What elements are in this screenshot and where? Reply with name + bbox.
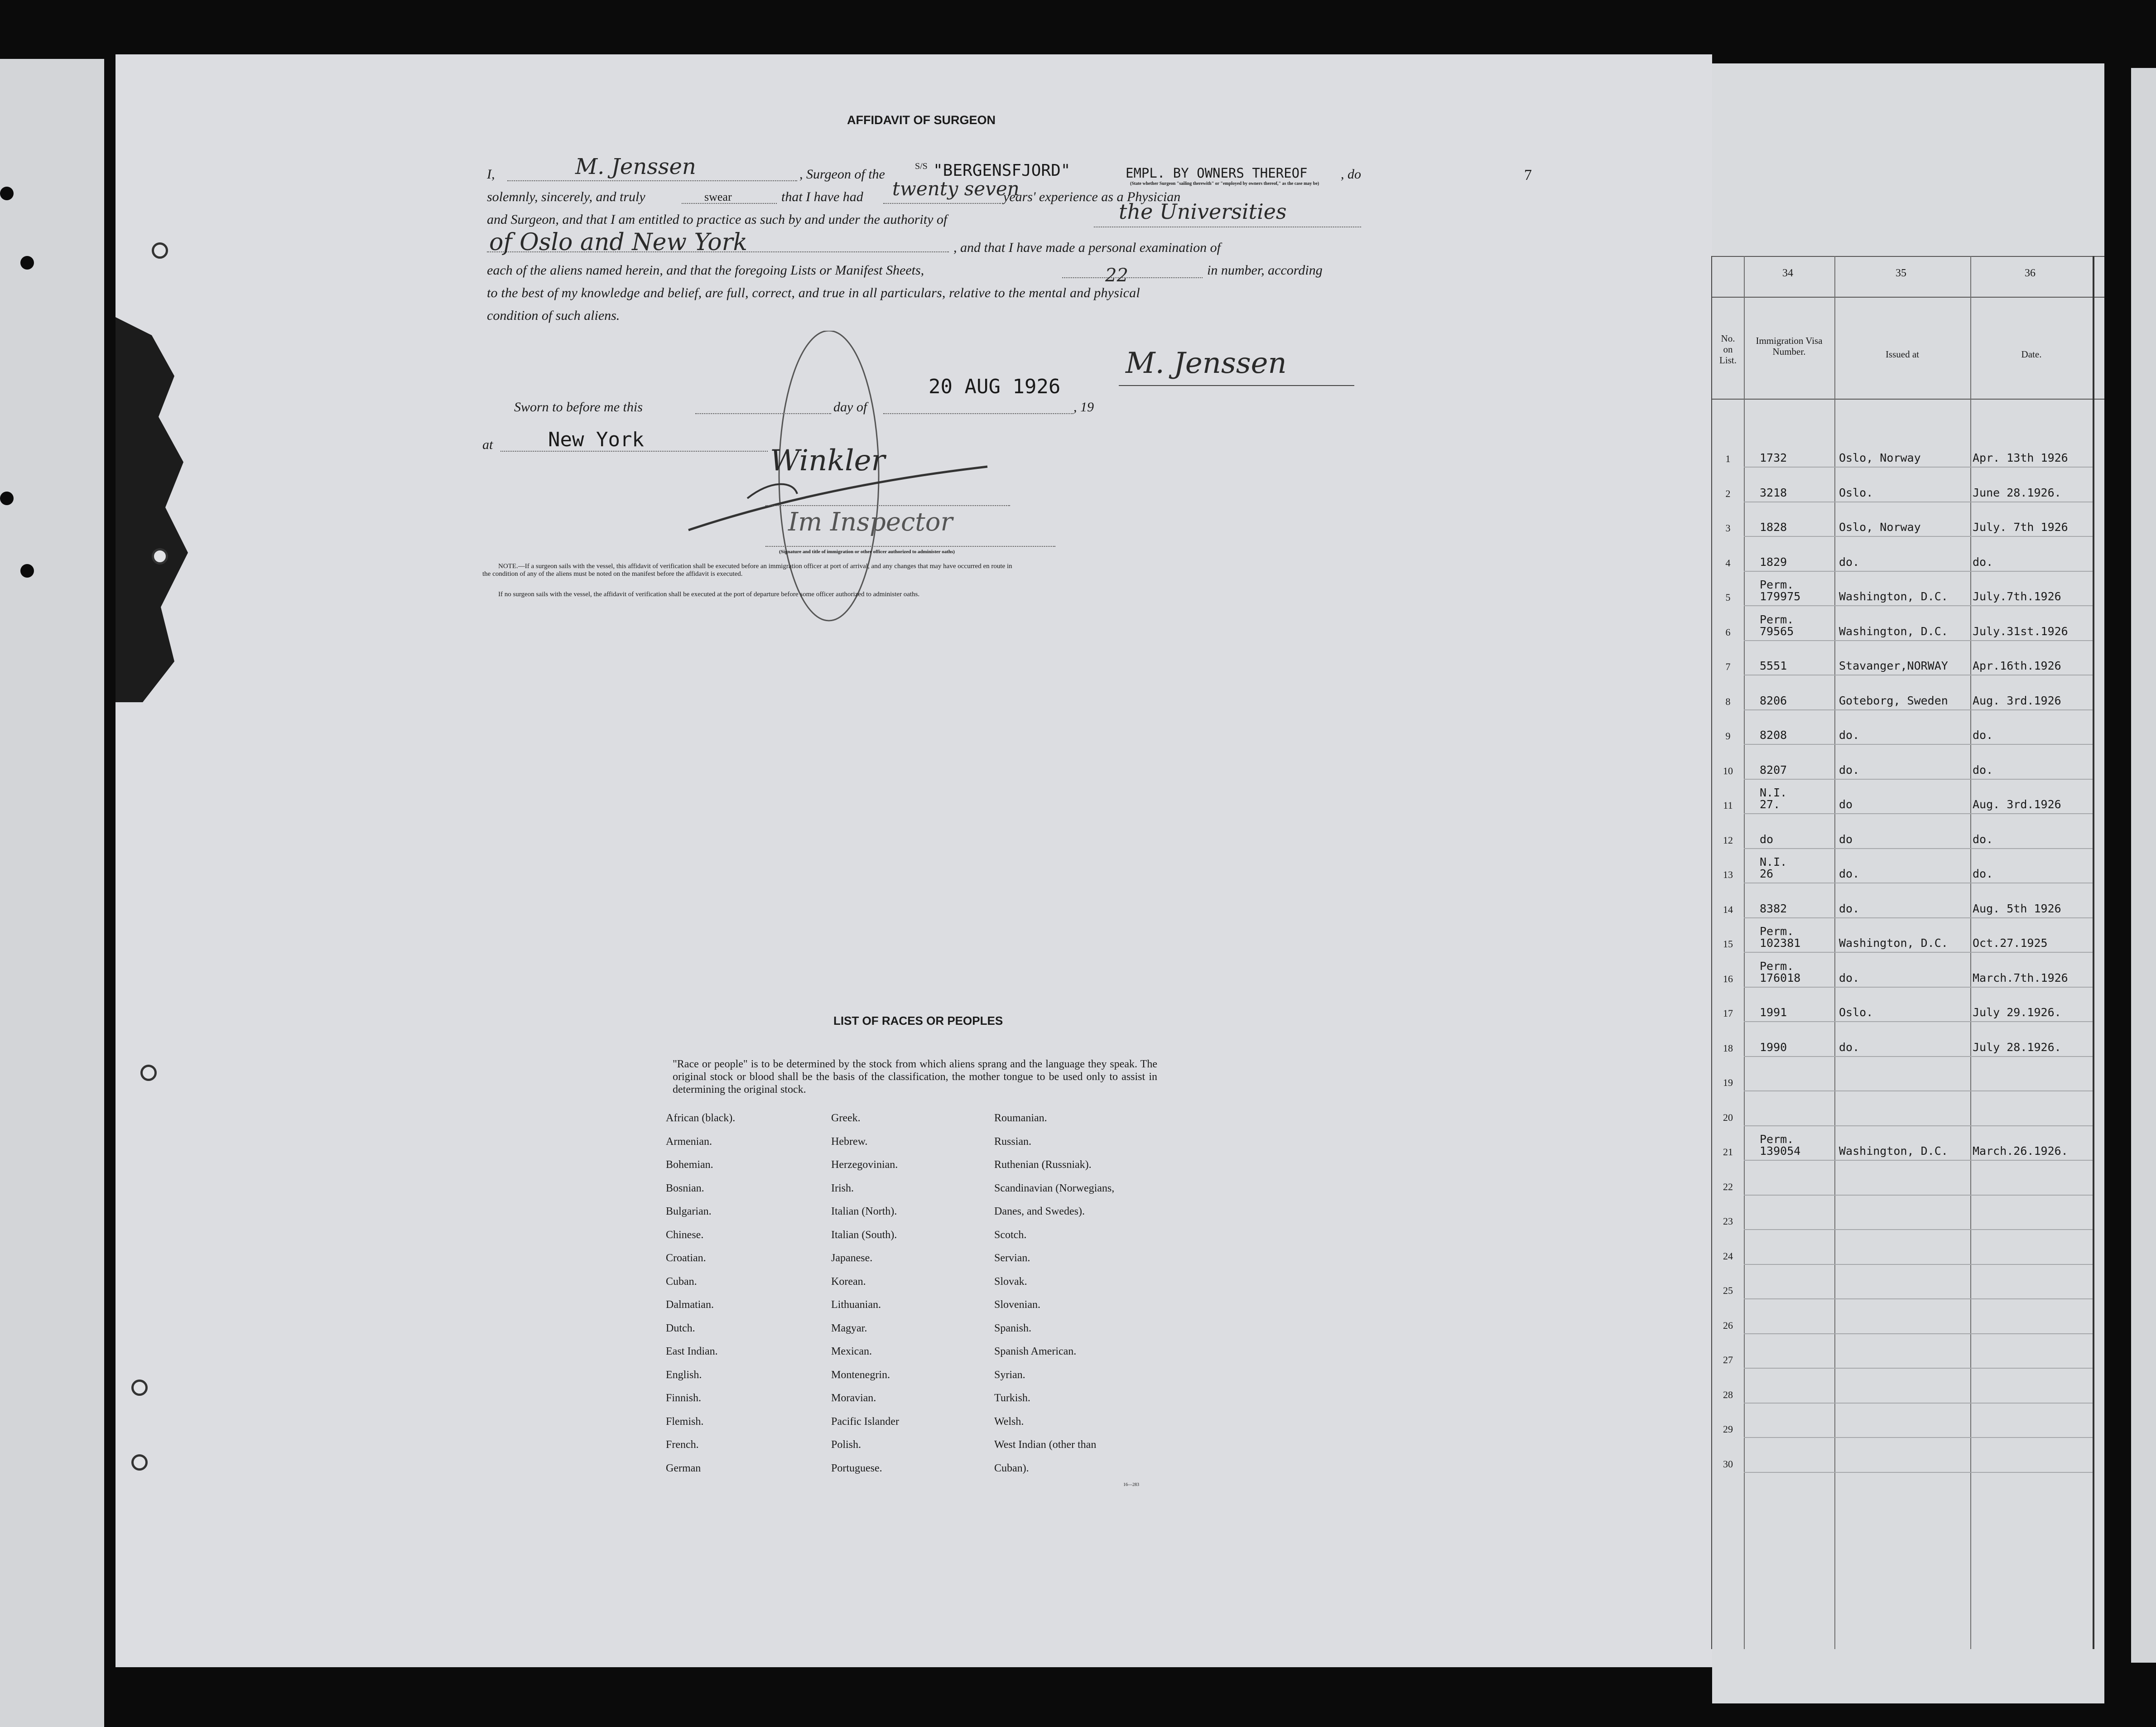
affidavit-note: NOTE.—If a surgeon sails with the vessel, this affidavit of verification shall be executed before an immigration officer at port of arrival, and any changes that may have occurred en route in — [498, 563, 1012, 570]
issued-at: Washington, D.C. — [1839, 936, 1948, 950]
visa-number: 5551 — [1760, 659, 1787, 672]
race-entry: Bulgarian. — [666, 1206, 712, 1217]
table-column-rule — [1711, 256, 1712, 1649]
table-row-rule — [1744, 709, 2093, 710]
visa-number: Perm. 179975 — [1760, 578, 1801, 603]
race-entry: Servian. — [994, 1252, 1030, 1264]
table-row-rule — [1744, 571, 2093, 572]
race-entry: East Indian. — [666, 1346, 718, 1357]
visa-number: do — [1760, 832, 1774, 846]
row-number: 18 — [1723, 1042, 1733, 1054]
visa-number: 8382 — [1760, 902, 1787, 915]
punch-hole — [131, 1454, 148, 1471]
punch-hole — [20, 564, 34, 578]
race-entry: Dalmatian. — [666, 1299, 714, 1311]
race-entry: Welsh. — [994, 1415, 1024, 1428]
header-date: Date. — [2021, 349, 2042, 360]
table-rule — [1712, 399, 2104, 400]
table-row-rule — [1744, 1403, 2093, 1404]
affidavit-text: , do — [1341, 167, 1361, 182]
table-rule — [1712, 297, 2104, 298]
row-number: 4 — [1725, 557, 1731, 569]
row-number: 12 — [1723, 834, 1733, 846]
visa-number: N.I. 27. — [1760, 786, 1787, 811]
row-number: 21 — [1723, 1146, 1733, 1158]
table-row-rule — [1744, 813, 2093, 814]
row-number: 9 — [1725, 730, 1731, 742]
race-entry: French. — [666, 1439, 699, 1451]
issued-at: do. — [1839, 728, 1860, 742]
table-row-rule — [1744, 1368, 2093, 1369]
issued-at: do — [1839, 798, 1853, 811]
date-stamp: 20 AUG 1926 — [929, 375, 1061, 398]
visa-number: 3218 — [1760, 486, 1787, 499]
visa-date: July 28.1926. — [1973, 1040, 2061, 1054]
issued-at: Oslo. — [1839, 1006, 1873, 1019]
punch-hole — [0, 492, 14, 505]
issued-at: Oslo. — [1839, 486, 1873, 499]
header-visa-number: Immigration Visa Number. — [1756, 335, 1823, 357]
race-entry: Croatian. — [666, 1252, 706, 1264]
row-number: 6 — [1725, 626, 1731, 638]
visa-number: 8207 — [1760, 763, 1787, 777]
row-number: 11 — [1723, 800, 1733, 811]
authority-handwritten: the Universities — [1119, 199, 1287, 224]
visa-date: July 29.1926. — [1973, 1006, 2061, 1019]
race-entry: Bosnian. — [666, 1182, 704, 1194]
visa-number: 1829 — [1760, 555, 1787, 569]
visa-number: 1732 — [1760, 451, 1787, 464]
race-entry: Korean. — [831, 1275, 866, 1288]
day-of-label: day of — [833, 400, 867, 415]
table-row-rule — [1744, 1090, 2093, 1091]
affidavit-text: I, — [487, 167, 495, 182]
issued-at: Oslo, Norway — [1839, 451, 1921, 464]
surgeon-employment: EMPL. BY OWNERS THEREOF — [1126, 165, 1308, 181]
issued-at: Washington, D.C. — [1839, 624, 1948, 638]
race-entry: Moravian. — [831, 1392, 876, 1404]
issued-at: do — [1839, 832, 1853, 846]
table-row-rule — [1744, 1472, 2093, 1473]
place-stamp: New York — [548, 428, 644, 451]
race-entry: Italian (North). — [831, 1206, 897, 1217]
visa-date: do. — [1973, 832, 1993, 846]
visa-date: July.7th.1926 — [1973, 590, 2061, 603]
visa-number: N.I. 26 — [1760, 855, 1787, 880]
visa-date: July.31st.1926 — [1973, 624, 2068, 638]
affidavit-text: , and that I have made a personal examination of — [953, 240, 1221, 255]
row-number: 29 — [1723, 1423, 1733, 1435]
visa-date: Aug. 3rd.1926 — [1973, 798, 2061, 811]
row-number: 15 — [1723, 938, 1733, 950]
race-entry: Flemish. — [666, 1415, 704, 1428]
affidavit-text: , Surgeon of the — [799, 167, 885, 182]
row-number: 8 — [1725, 695, 1731, 707]
visa-date: July. 7th 1926 — [1973, 521, 2068, 534]
issued-at: Oslo, Norway — [1839, 521, 1921, 534]
table-row-rule — [1744, 1195, 2093, 1196]
visa-number: Perm. 139054 — [1760, 1133, 1801, 1158]
row-number: 30 — [1723, 1458, 1733, 1470]
issued-at: do. — [1839, 763, 1860, 777]
surgeon-signature: M. Jenssen — [1126, 347, 1287, 380]
race-entry: Slovenian. — [994, 1299, 1040, 1311]
row-number: 28 — [1723, 1389, 1733, 1400]
issued-at: Washington, D.C. — [1839, 1144, 1948, 1158]
signature-line — [1119, 385, 1354, 386]
right-page-edge — [2131, 68, 2156, 1663]
race-entry: Italian (South). — [831, 1229, 897, 1241]
visa-date: Oct.27.1925 — [1973, 936, 2048, 950]
race-entry: Greek. — [831, 1112, 861, 1124]
affidavit-text: each of the aliens named herein, and that the foregoing Lists or Manifest Sheets, — [487, 263, 924, 278]
affidavit-text: and Surgeon, and that I am entitled to practice as such by and under the authority of — [487, 212, 948, 227]
table-row-rule — [1744, 917, 2093, 918]
race-entry: Herzegovinian. — [831, 1159, 898, 1171]
affidavit-text: in number, according — [1207, 263, 1323, 278]
visa-date: March.7th.1926 — [1973, 971, 2068, 984]
race-entry: African (black). — [666, 1112, 736, 1124]
punch-hole — [140, 1065, 157, 1081]
table-row-rule — [1744, 1160, 2093, 1161]
left-page-edge — [0, 59, 104, 1727]
row-number: 7 — [1725, 661, 1731, 672]
row-number: 10 — [1723, 765, 1733, 777]
race-entry: Russian. — [994, 1135, 1032, 1148]
race-entry: Lithuanian. — [831, 1299, 881, 1311]
oath-word: swear — [704, 190, 732, 203]
race-entry: Syrian. — [994, 1369, 1025, 1381]
officer-signature: Winkler — [770, 444, 886, 478]
race-entry: Japanese. — [831, 1252, 873, 1264]
at-label: at — [482, 437, 493, 452]
row-number: 19 — [1723, 1077, 1733, 1088]
column-number: 35 — [1896, 267, 1906, 279]
table-row-rule — [1744, 1437, 2093, 1438]
table-row-rule — [1744, 1021, 2093, 1022]
sworn-label: Sworn to before me this — [514, 400, 643, 415]
issued-at: do. — [1839, 1040, 1860, 1054]
table-row-rule — [1744, 1298, 2093, 1299]
years-handwritten: twenty seven — [892, 178, 1020, 200]
visa-date: do. — [1973, 763, 1993, 777]
punch-hole — [152, 242, 168, 259]
affidavit-note: If no surgeon sails with the vessel, the affidavit of verification shall be executed at the port of departure before some officer authorized to administer oaths. — [498, 591, 920, 598]
race-entry: Armenian. — [666, 1135, 712, 1148]
race-entry: English. — [666, 1369, 702, 1381]
signature-line — [765, 505, 1010, 506]
column-number: 34 — [1782, 267, 1793, 279]
visa-number: 1991 — [1760, 1006, 1787, 1019]
race-entry: Spanish American. — [994, 1346, 1077, 1357]
table-row-rule — [1744, 536, 2093, 537]
race-entry: Cuban). — [994, 1462, 1029, 1474]
issued-at: do. — [1839, 902, 1860, 915]
row-number: 27 — [1723, 1354, 1733, 1365]
row-number: 14 — [1723, 903, 1733, 915]
race-entry: Polish. — [831, 1439, 861, 1451]
table-row-rule — [1744, 640, 2093, 641]
race-entry: West Indian (other than — [994, 1439, 1097, 1451]
officer-caption: (Signature and title of immigration or other officer authorized to administer oaths) — [779, 549, 955, 555]
affidavit-text: solemnly, sincerely, and truly — [487, 189, 645, 204]
race-entry: Slovak. — [994, 1275, 1027, 1288]
visa-date: do. — [1973, 555, 1993, 569]
employment-note: (State whether Surgeon "sailing therewith" or "employed by owners thereof," as the case may be) — [1130, 181, 1319, 186]
row-number: 26 — [1723, 1319, 1733, 1331]
visa-table-page — [1712, 63, 2104, 1703]
visa-date: June 28.1926. — [1973, 486, 2061, 499]
row-number: 25 — [1723, 1285, 1733, 1296]
row-number: 2 — [1725, 487, 1731, 499]
surgeon-name-handwritten: M. Jenssen — [575, 154, 696, 179]
table-row-rule — [1744, 744, 2093, 745]
ship-name: "BERGENSFJORD" — [933, 161, 1071, 180]
visa-date: do. — [1973, 867, 1993, 880]
visa-number: Perm. 102381 — [1760, 925, 1801, 950]
race-entry: Mexican. — [831, 1346, 872, 1357]
fill-line — [1062, 277, 1203, 278]
row-number: 23 — [1723, 1216, 1733, 1227]
form-code: 16—283 — [1123, 1482, 1139, 1487]
table-row-rule — [1744, 605, 2093, 606]
affidavit-text: years' experience as a Physician — [1003, 189, 1181, 204]
row-number: 20 — [1723, 1111, 1733, 1123]
table-row-rule — [1744, 987, 2093, 988]
table-column-rule — [2093, 256, 2094, 1649]
fill-line — [507, 180, 797, 181]
corner-number: 7 — [1524, 167, 1532, 183]
race-entry: Hebrew. — [831, 1135, 868, 1148]
issued-at: Goteborg, Sweden — [1839, 694, 1948, 707]
affidavit-note: the condition of any of the aliens must be noted on the manifest before the affidavit is executed. — [482, 570, 743, 578]
table-row-rule — [1744, 1125, 2093, 1126]
row-number: 24 — [1723, 1250, 1733, 1262]
year-prefix: , 19 — [1073, 400, 1094, 415]
race-entry: Chinese. — [666, 1229, 704, 1241]
header-no-on-list: No. on List. — [1719, 333, 1737, 366]
affidavit-text: condition of such aliens. — [487, 308, 620, 323]
race-entry: Finnish. — [666, 1392, 702, 1404]
table-row-rule — [1744, 1229, 2093, 1230]
signature-line — [765, 546, 1055, 547]
row-number: 13 — [1723, 869, 1733, 880]
table-rule — [1712, 256, 2104, 257]
visa-date: Apr.16th.1926 — [1973, 659, 2061, 672]
table-row-rule — [1744, 952, 2093, 953]
visa-number: 8206 — [1760, 694, 1787, 707]
affidavit-title: AFFIDAVIT OF SURGEON — [847, 113, 996, 127]
visa-number: 1990 — [1760, 1040, 1787, 1054]
race-entry: Roumanian. — [994, 1112, 1047, 1124]
race-entry: Irish. — [831, 1182, 854, 1194]
row-number: 16 — [1723, 973, 1733, 984]
visa-date: Aug. 3rd.1926 — [1973, 694, 2061, 707]
fill-line — [883, 203, 1001, 204]
issued-at: Washington, D.C. — [1839, 590, 1948, 603]
affidavit-text: that I have had — [781, 189, 863, 204]
torn-corner — [116, 317, 192, 702]
row-number: 17 — [1723, 1008, 1733, 1019]
race-entry: Dutch. — [666, 1322, 695, 1334]
visa-date: Aug. 5th 1926 — [1973, 902, 2061, 915]
races-intro: "Race or people" is to be determined by the stock from which aliens sprang and the language they speak. The original stock or blood shall be the basis of the classification, the mother tongue to be used only to assist in determining the original stock. — [673, 1058, 1157, 1095]
race-entry: Turkish. — [994, 1392, 1030, 1404]
ship-prefix: S/S — [915, 161, 928, 171]
row-number: 3 — [1725, 522, 1731, 534]
table-row-rule — [1744, 467, 2093, 468]
issued-at: do. — [1839, 867, 1860, 880]
visa-number: 1828 — [1760, 521, 1787, 534]
visa-date: do. — [1973, 728, 1993, 742]
table-row-rule — [1744, 848, 2093, 849]
issued-at: do. — [1839, 971, 1860, 984]
races-title: LIST OF RACES OR PEOPLES — [833, 1014, 1003, 1028]
row-number: 5 — [1725, 592, 1731, 603]
race-entry: Cuban. — [666, 1275, 697, 1288]
row-number: 22 — [1723, 1181, 1733, 1192]
race-entry: Scandinavian (Norwegians, — [994, 1182, 1115, 1194]
table-row-rule — [1744, 1264, 2093, 1265]
header-issued-at: Issued at — [1885, 349, 1920, 360]
table-row-rule — [1744, 1333, 2093, 1334]
punch-hole — [131, 1380, 148, 1396]
visa-number: 8208 — [1760, 728, 1787, 742]
sheets-count-handwritten: 22 — [1105, 265, 1128, 286]
affidavit-text: to the best of my knowledge and belief, are full, correct, and true in all particulars, relative to the mental and physical — [487, 285, 1140, 300]
officer-title: Im Inspector — [788, 507, 953, 537]
issued-at: Stavanger,NORWAY — [1839, 659, 1948, 672]
race-entry: Pacific Islander — [831, 1415, 899, 1428]
visa-number: Perm. 176018 — [1760, 959, 1801, 984]
visa-number: Perm. 79565 — [1760, 613, 1794, 638]
punch-hole — [0, 187, 14, 200]
race-entry: Bohemian. — [666, 1159, 713, 1171]
visa-date: March.26.1926. — [1973, 1144, 2068, 1158]
race-entry: Ruthenian (Russniak). — [994, 1159, 1092, 1171]
authority-handwritten: of Oslo and New York — [489, 229, 747, 256]
race-entry: Portuguese. — [831, 1462, 882, 1474]
table-row-rule — [1744, 779, 2093, 780]
punch-hole — [20, 256, 34, 270]
race-entry: Montenegrin. — [831, 1369, 890, 1381]
race-entry: Magyar. — [831, 1322, 867, 1334]
race-entry: Scotch. — [994, 1229, 1027, 1241]
race-entry: Spanish. — [994, 1322, 1032, 1334]
race-entry: Danes, and Swedes). — [994, 1206, 1085, 1217]
column-number: 36 — [2025, 267, 2036, 279]
issued-at: do. — [1839, 555, 1860, 569]
visa-date: Apr. 13th 1926 — [1973, 451, 2068, 464]
punch-hole — [152, 548, 168, 564]
table-row-rule — [1744, 1056, 2093, 1057]
row-number: 1 — [1725, 453, 1731, 464]
race-entry: German — [666, 1462, 701, 1474]
